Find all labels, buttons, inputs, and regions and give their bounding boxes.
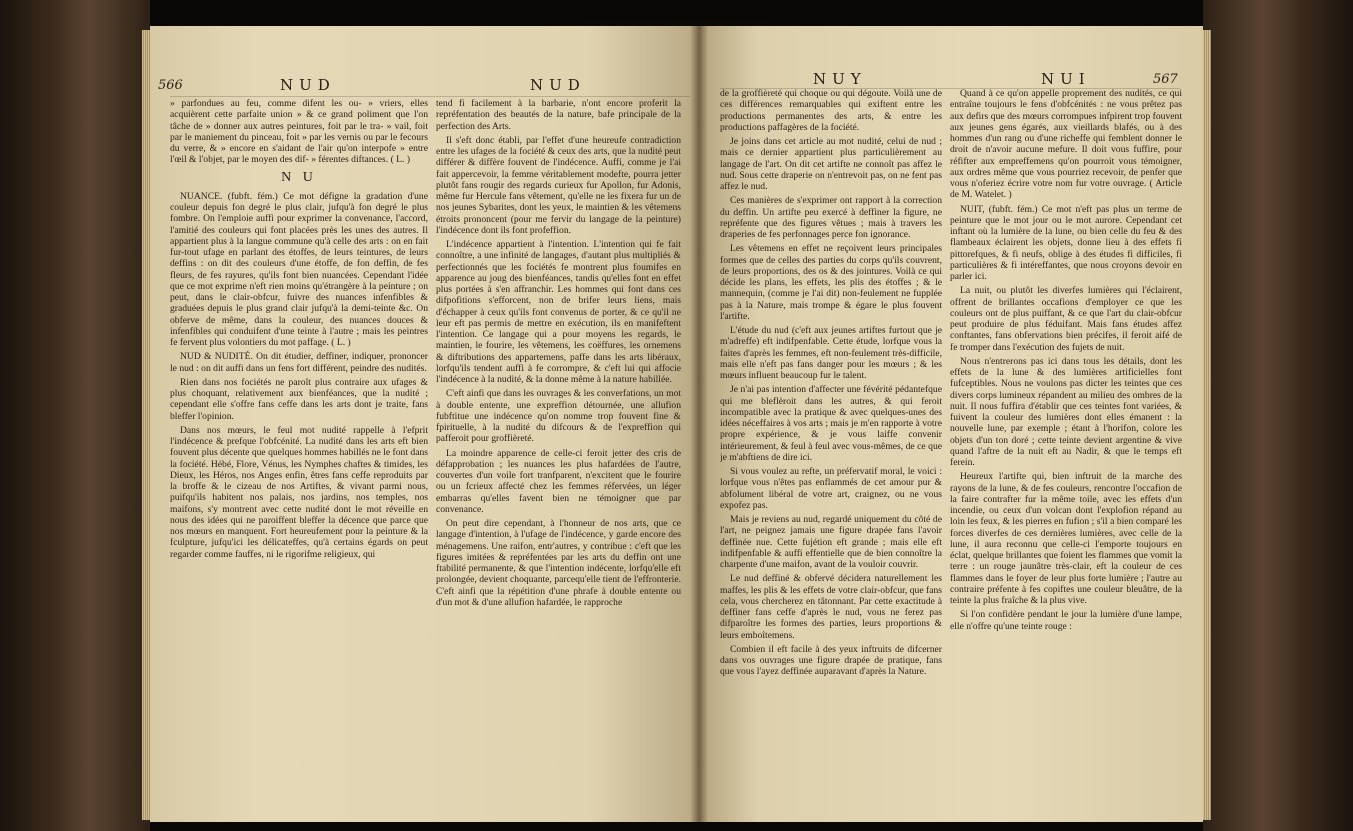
paragraph: Quand à ce qu'on appelle proprement des nudités, ce qui entraîne toujours le fens d'obfcénités : ne vous prêtez pas aux defirs que des mœurs corrompues infpirent trop fouvent aux jeunes gens égarés, aux vieillards blafés, ou à des hommes d'un rang ou d'une richeffe qui femblent donner le droit de n'avoir aucune mefure. Il doit vous fuffire, pour réfifter aux empreffemens qu'on pourroit vous témoigner, aux ordres même que vous pourriez recevoir, de penfer que vous n'oferiez écrire votre nom fur votre ouvrage. ( Article de M. Watelet. ) xyxy=(950,88,1182,201)
paragraph: Ces manières de s'exprimer ont rapport à la correction du deffin. Un artifte peu exercé à deffiner la figure, ne repréfente que des figures vêtues ; mais à travers les draperies de fes perfonnages perce fon ignorance. xyxy=(720,195,942,240)
left-page-column-1 xyxy=(170,98,428,818)
right-page-column-2 xyxy=(950,88,1182,816)
running-head-right-col2: NUI xyxy=(1041,70,1091,88)
paragraph: tend fi facilement à la barbarie, n'ont encore proferit la repréfentation des beautés de la nature, bafe principale de la perfection des Arts. xyxy=(436,98,681,132)
paragraph: La nuit, ou plutôt les diverfes lumières qui l'éclairent, offrent de brillantes occafions d'employer ce que les couleurs ont de plus puiffant, & ce que l'art du clair-obfcur peut produire de plus féduifant. Mais fans études affez conftantes, fans obfervations bien précifes, il feroit aifé de fe tromper dans l'exécution des fujets de nuit. xyxy=(950,285,1182,353)
paragraph: L'indécence appartient à l'intention. L'intention qui fe fait connoître, a une infinité de langages, d'autant plus multipliés & perfectionnés que les fociétés fe montrent plus foumifes en apparence au joug des bienféances, tandis qu'elles font en effet plus portées à s'en affranchir. Les hommes qui font dans ces difpofitions s'efforcent, non de brifer leurs liens, mais d'échapper à ceux qu'ils font convenus de porter, & ce qu'il ne leur eft pas permis de mettre en exécution, ils en manifeftent l'intention. Ce langage qui a pour moyens les regards, le maintien, le fourire, les vêtemens, les coëffures, les ornemens & diftributions des appartemens, paffe dans les arts libéraux, lorfqu'ils tendent auffi à fe corrompre, & c'eft lui qui affocie l'indécence à la nudité, & la donne même à la nature habillée. xyxy=(436,239,681,385)
paragraph: Mais je reviens au nud, regardé uniquement du côté de l'art, ne peignez jamais une figure drapée fans l'avoir deffinée nue. Cette fujétion eft grande ; mais elle eft indifpenfable & auffi effentielle que de bien connoître la charpente d'une maifon, avant de la vouloir couvrir. xyxy=(720,514,942,570)
page-number-left: 566 xyxy=(158,78,183,93)
paragraph: Rien dans nos fociétés ne paroît plus contraire aux ufages & plus choquant, relativement aux bienféances, que la nudité ; cependant elle s'offre fans ceffe dans les arts dont je traite, fans bleffer l'opinion. xyxy=(170,376,428,422)
paragraph: Si l'on confidère pendant le jour la lumière d'une lampe, elle n'offre qu'une teinte rouge : xyxy=(950,609,1182,632)
running-head-right-col1: NUY xyxy=(813,70,867,88)
paragraph: Nous n'entrerons pas ici dans tous les détails, dont les effets de la lune & des lumières artificielles font fufceptibles. Nous ne voulons pas dicter les teintes que ces divers corps lumineux répandent au milieu des ombres de la nuit. Il nous fuffira d'établir que ces teintes font variées, & fuivent la couleur des lumières dont elles émanent : la nouvelle lune, par exemple ; étant à l'horifon, colore les objets d'un ton doré ; cette teinte devient argentine & vive quand l'aftre de la nuit eft au Nadir, & que le temps eft ferein. xyxy=(950,355,1182,468)
book-cover-right xyxy=(1203,0,1353,831)
paragraph: Je n'ai pas intention d'affecter une févérité pédantefque qui me bleflèroit dans les autres, & qui feroit incompatible avec la pratique & avec quelques-unes des idées néceffaires à vos arts ; mais je m'en rapporte à votre propre expérience, & je vous laiffe convenir intérieurement, & feul à feul avec vous-mêmes, de ce que je m'abftiens de dire ici. xyxy=(720,384,942,463)
paragraph: Combien il eft facile à des yeux inftruits de difcerner dans vos ouvrages une figure drapée de pratique, fans que vous l'ayez deffinée auparavant d'après la Nature. xyxy=(720,643,942,678)
paragraph: NUANCE. (fubft. fém.) Ce mot défigne la gradation d'une couleur depuis fon degré le plus clair, jufqu'à fon degré le plus fombre. On l'emploie auffi pour exprimer la convenance, l'accord, l'amitié des couleurs qui font placées près les unes des autres. Il appartient plus à la langue commune qu'à celle des arts : on en fait fur-tout ufage en parlant des étoffes, de leurs teintures, de leurs deffins : on dit des couleurs d'une étoffe, de fon deffin, de fes fleurs, de fes rayures, qu'ils font bien nuancées. Cependant l'idée que ce mot exprime n'eft rien moins qu'étrangère à la peinture ; on peut, dans le clair-obfcur, fuivre des nuances infenfibles & graduées depuis le plus grand clair jufqu'à la demi-teinte &c. On obferve de même, dans la couleur, des nuances douces & infenfibles qui conduifent d'une teinte à l'autre ; mais les peintres fe fervent plus volontiers du mot paffage. ( L. ) xyxy=(170,190,428,348)
paragraph: NUD & NUDITÉ. On dit étudier, deffiner, indiquer, prononcer le nud : on dit auffi dans un fens fort différent, peindre des nudités. xyxy=(170,351,428,374)
paragraph: Je joins dans cet article au mot nudité, celui de nud ; mais ce dernier appartient plus particulièrement au langage de l'art. On dit cet artifte ne connoît pas affez le nud. Sous cette draperie on n'entrevoit pas, on ne fent pas affez le nud. xyxy=(720,136,942,192)
left-page-column-2 xyxy=(436,98,681,818)
paragraph: Si vous voulez au refte, un préfervatif moral, le voici : lorfque vous n'êtes pas enflammés de cet amour pur & abfolument libéral de votre art, craignez, ou ne vous expofez pas. xyxy=(720,466,942,511)
paragraph: NUIT, (fubft. fém.) Ce mot n'eft pas plus un terme de peinture que le mot jour ou le mot aurore. Cependant cet inftant où la lumière de la lune, ou bien celle du feu & des flambeaux éclairent les objets, donne lieu à des effets fi pittorefques, & fi neufs, oblige à des études fi difficiles, fi particulières & fi intéreffantes, que nous croyons devoir en parler ici. xyxy=(950,203,1182,282)
running-head-left-col2: NUD xyxy=(530,76,586,94)
section-heading-nu: N U xyxy=(281,169,317,185)
book-cover-left xyxy=(0,0,150,831)
header-rule-left xyxy=(170,96,690,97)
paragraph: La moindre apparence de celle-ci feroit jetter des cris de défapprobation ; les nuances les plus hafardées de l'autre, couvertes d'un voile fort tranfparent, n'excitent que le fourire ou un fcrieux affecté chez les femmes réfervées, un léger embarras qu'elles favent bien ne témoigner que par convenance. xyxy=(436,447,681,515)
paragraph: C'eft ainfi que dans les ouvrages & les converfations, un mot à double entente, une expreffion détournée, une allufion fubftitue une indécence qu'on nomme trop fouvent fine & fpirituelle, à la nudité du difcours & de l'expreffion qui pafferoit pour groffièreté. xyxy=(436,388,681,445)
paragraph: » parfondues au feu, comme difent les ou- » vriers, elles acquièrent cette parfaite union » & ce grand poliment que l'on tâche de » donner aux autres peintures, foit par le tra- » vail, foit par le maniement du pinceau, foit » par les vernis ou par le fecours du verre, & » encore en s'aidant de l'air qu'on interpofe » entre l'œil & l'objet, par le moyen des dif- » férentes diftances. ( L. ) xyxy=(170,98,428,166)
paragraph: Dans nos mœurs, le feul mot nudité rappelle à l'efprit l'indécence & prefque l'obfcénité. La nudité dans les arts eft bien fouvent plus décente que quelques hommes habillés ne le font dans la fociété. Hébé, Flore, Vénus, les Nymphes chaftes & timides, les Dieux, les Héros, nos Anges enfin, êtres fans ceffe reproduits par la broffe & le cizeau de nos Artiftes, & vivant parmi nous, puifqu'ils habitent nos palais, nos jardins, nos temples, nos maifons, s'y montrent avec cette nudité dont le mot réveille en nous des idées qui ne paroiffent bleffer la décence que parce que nos mœurs en manquent. Fort heureufement pour la peinture & la fculpture, jufqu'ici les délicateffes, qu'à certains égards on peut regarder comme fauffes, ni le rigorifme religieux, qui xyxy=(170,424,428,560)
book-gutter xyxy=(690,26,708,822)
page-number-right: 567 xyxy=(1153,72,1178,87)
paragraph: L'étude du nud (c'eft aux jeunes artiftes furtout que je m'adreffe) eft indifpenfable. Cette étude, lorfque vous la faites d'après les femmes, eft non-feulement très-difficile, mais elle n'eft pas fans danger pour les mœurs ; & les mœurs influent beaucoup fur le talent. xyxy=(720,325,942,381)
paragraph: Le nud deffiné & obfervé décidera naturellement les maffes, les plis & les effets de votre clair-obfcur, que fans cela, vous chercherez en tâtonnant. Par cette exactitude à deffiner fans ceffe d'après le nud, vous ne ferez pas difparoître les formes des parties, leurs proportions & leurs emboîtemens. xyxy=(720,573,942,641)
paragraph: Il s'eft donc établi, par l'effet d'une heureufe contradiction entre les ufages de la fociété & ceux des arts, que la nudité peut différer & diffère fouvent de l'indécence. Auffi, comme je l'ai fait appercevoir, la femme véritablement modefte, pourra jetter plutôt fans rougir des regards curieux fur Apollon, fur Adonis, même fur Hercule fans vêtement, qu'elle ne les fixera fur un de nos jeunes Sybarites, dont les yeux, le maintien & les vêtemens étroits prononcent (pour me fervir du langage de la peinture) l'indécence dont ils font profeffion. xyxy=(436,134,681,236)
right-page-column-1 xyxy=(720,88,942,816)
paragraph: de la groffièreté qui choque ou qui dégoute. Voilà une de ces différences remarquables qui exiftent entre les productions permanentes des arts, & entre les productions paffagères de la fociété. xyxy=(720,88,942,133)
right-page xyxy=(698,26,1203,822)
paragraph: Les vêtemens en effet ne reçoivent leurs principales formes que de celles des parties du corps qu'ils couvrent, de leurs proportions, des os & des jointures. Voilà ce qui décide les plans, les effets, les plis des étoffes ; & le mannequin, (comme je l'ai dit) non-feulement ne fupplée pas à la Nature, mais trompe & égare le plus fouvent l'artifte. xyxy=(720,243,942,322)
paragraph: Heureux l'artifte qui, bien inftruit de la marche des rayons de la lune, & de fes couleurs, rencontre l'occafion de la faire contrafter fur la même toile, avec les effets d'un incendie, ou ceux d'un volcan dont l'explofion répand au loin les feux, & les pierres en fufion ; s'il a bien comparé les forces diverfes de ces dernières lumières, avec celle de la lune, il aura reconnu que celle-ci l'emporte toujours en éclat, quelque brillantes que foient les flammes que vomit la terre : un rouge jaunâtre très-clair, eft la couleur de ces flammes dans le foyer de leur plus forte lumière ; l'autre au contraire préfente à fes copiftes une couleur bleuâtre, de la teinte la plus fraîche & la plus vive. xyxy=(950,471,1182,606)
paragraph: On peut dire cependant, à l'honneur de nos arts, que ce langage d'intention, à l'ufage de l'indécence, y garde encore des ménagemens. Une raifon, entr'autres, y contribue : c'eft que les figures imitées & repréfentées par les arts du deffin ont une ftabilité permanente, & que l'intention indécente, lorfqu'elle eft prolongée, devient choquante, parcequ'elle tient de l'effronterie. C'eft ainfi que la répétition d'une phrafe à double entente ou d'un mot & d'une allufion hafardée, le rapproche xyxy=(436,518,681,608)
left-page xyxy=(150,26,698,822)
running-head-left-col1: NUD xyxy=(280,76,336,94)
